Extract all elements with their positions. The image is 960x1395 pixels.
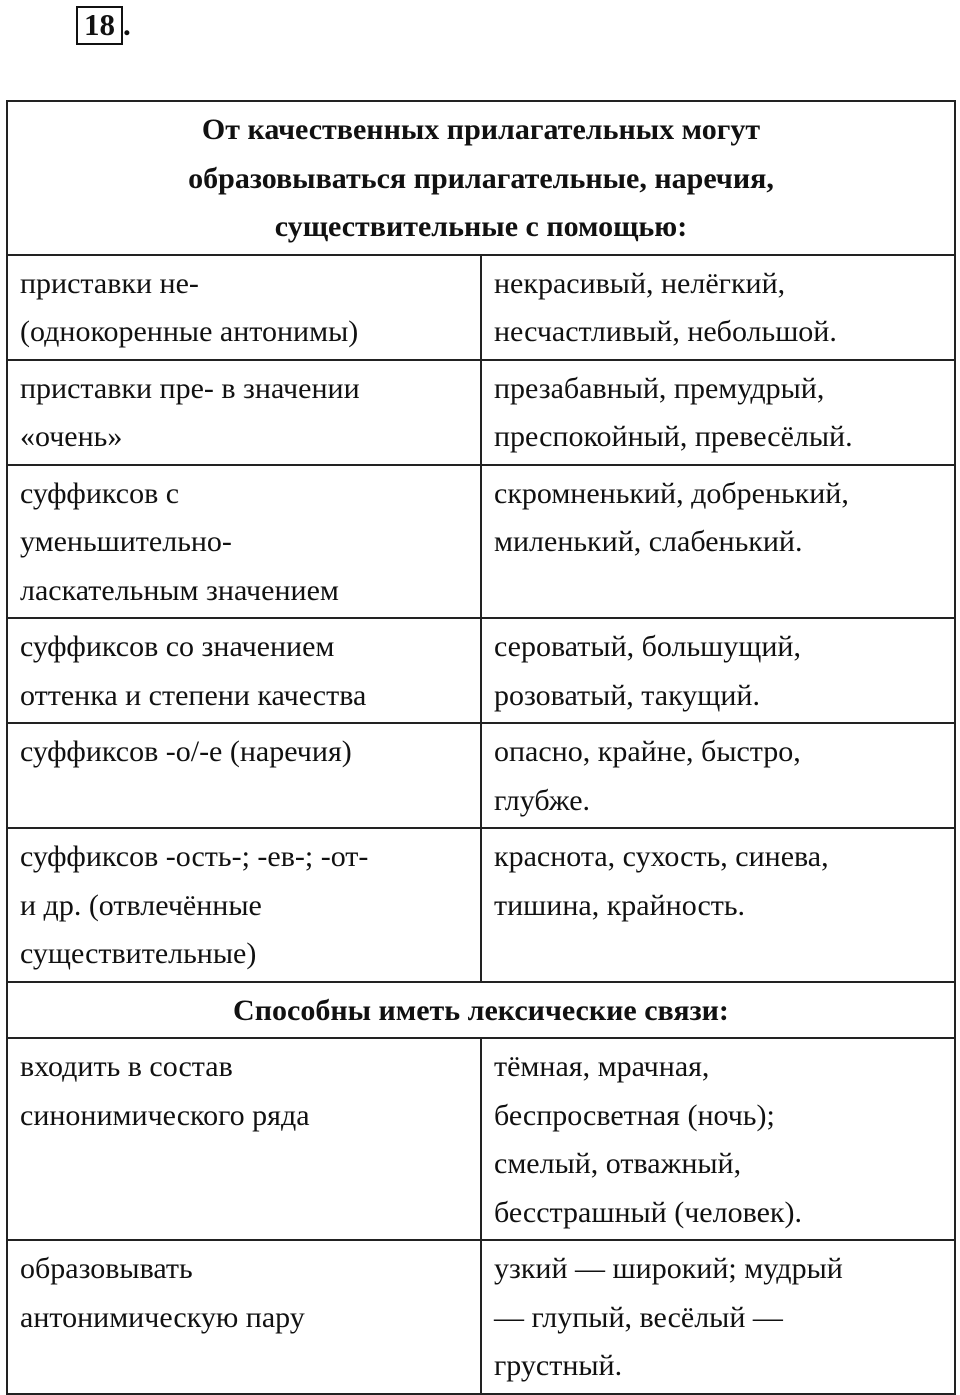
examples-cell: [481, 465, 955, 619]
cell-line: образовывать: [20, 1252, 193, 1285]
section-header-formation-row: [7, 101, 955, 255]
examples-cell: [481, 1038, 955, 1240]
cell-line: существительные): [20, 937, 257, 970]
cell-line: приставки не-: [20, 266, 199, 300]
cell-line: (однокоренные антонимы): [20, 315, 359, 348]
cell-line: презабавный, премудрый,: [494, 371, 825, 405]
cell-line: бесстрашный (человек).: [494, 1195, 802, 1229]
cell-line: уменьшительно-: [20, 525, 232, 558]
examples-cell: [481, 1240, 955, 1394]
section-header-formation: [7, 101, 955, 255]
cell-line: От качественных прилагательных могут: [201, 113, 761, 146]
cell-line: розоватый, такущий.: [494, 678, 760, 712]
table-row: [7, 1240, 955, 1394]
table-row: [7, 828, 955, 982]
cell-line: узкий — широкий; мудрый: [494, 1252, 843, 1285]
cell-line: скромненький, добренький,: [494, 476, 849, 510]
table-row: [7, 360, 955, 465]
cell-line: миленький, слабенький.: [494, 525, 803, 558]
word-formation-table: [6, 100, 956, 1395]
table-row: [7, 1038, 955, 1240]
table-row: [7, 723, 955, 828]
cell-line: преспокойный, превесёлый.: [494, 420, 853, 453]
cell-line: оттенка и степени качества: [20, 678, 367, 712]
exercise-number-dot: .: [123, 7, 131, 42]
cell-line: суффиксов со значением: [20, 630, 335, 663]
table-row: [7, 618, 955, 723]
examples-cell: [481, 360, 955, 465]
cell-line: приставки пре- в значении: [20, 371, 360, 405]
exercise-number-box: 18: [76, 6, 123, 45]
table-row: [7, 465, 955, 619]
method-cell: [7, 828, 481, 982]
cell-line: — глупый, весёлый —: [494, 1300, 783, 1334]
cell-line: беспросветная (ночь);: [494, 1098, 775, 1132]
cell-line: краснота, сухость, синева,: [494, 840, 829, 873]
cell-line: сероватый, большущий,: [494, 630, 801, 663]
method-cell: [7, 1038, 481, 1240]
section-header-lexical: [7, 982, 955, 1039]
examples-cell: [481, 618, 955, 723]
examples-cell: [481, 255, 955, 360]
cell-line: смелый, отважный,: [494, 1147, 742, 1180]
cell-line: образовываться прилагательные, наречия,: [188, 161, 774, 195]
cell-line: некрасивый, нелёгкий,: [494, 266, 786, 300]
method-cell: [7, 1240, 481, 1394]
table-row: [7, 255, 955, 360]
cell-line: синонимического ряда: [20, 1098, 310, 1132]
exercise-number: [76, 6, 131, 45]
cell-line: Способны иметь лексические связи:: [233, 993, 729, 1027]
cell-line: глубже.: [494, 783, 591, 817]
cell-line: антонимическую пару: [20, 1300, 305, 1334]
cell-line: тишина, крайность.: [494, 888, 746, 922]
method-cell: [7, 618, 481, 723]
examples-cell: [481, 723, 955, 828]
cell-line: грустный.: [494, 1349, 623, 1382]
cell-line: опасно, крайне, быстро,: [494, 735, 801, 768]
cell-line: тёмная, мрачная,: [494, 1050, 710, 1083]
cell-line: входить в состав: [20, 1050, 233, 1083]
cell-line: и др. (отвлечённые: [20, 888, 262, 922]
cell-line: существительные с помощью:: [274, 210, 688, 243]
method-cell: [7, 465, 481, 619]
examples-cell: [481, 828, 955, 982]
cell-line: суффиксов -о/-е (наречия): [20, 735, 352, 768]
method-cell: [7, 360, 481, 465]
method-cell: [7, 723, 481, 828]
cell-line: несчастливый, небольшой.: [494, 315, 837, 348]
cell-line: ласкательным значением: [20, 573, 339, 607]
method-cell: [7, 255, 481, 360]
section-header-lexical-row: [7, 982, 955, 1039]
cell-line: суффиксов -ость-; -ев-; -от-: [20, 840, 369, 873]
cell-line: «очень»: [20, 420, 123, 453]
cell-line: суффиксов с: [20, 476, 180, 510]
